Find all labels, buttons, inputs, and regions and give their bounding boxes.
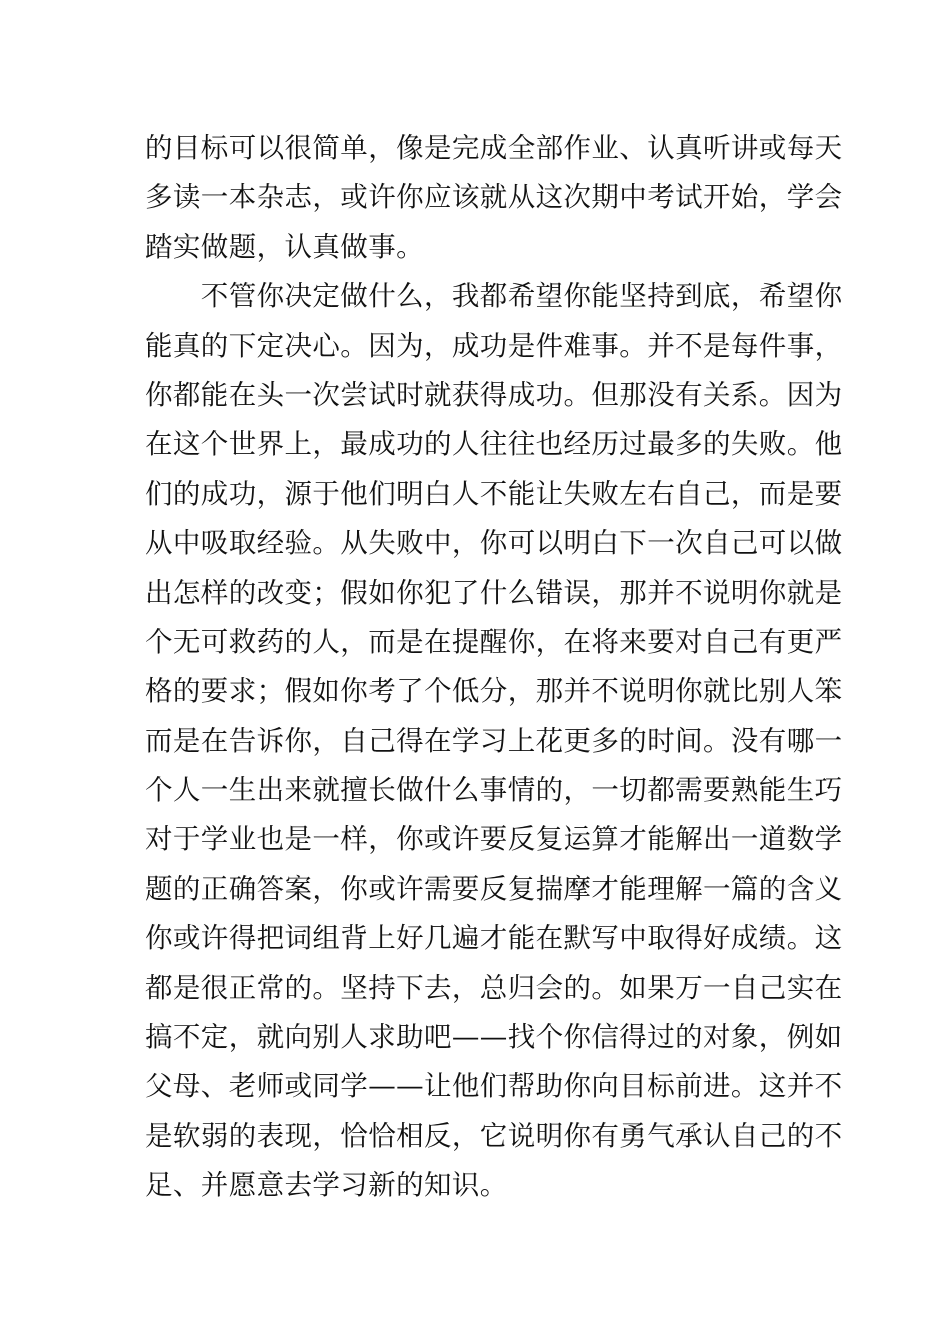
- text-line: 个人一生出来就擅长做什么事情的，一切都需要熟能生巧: [145, 774, 843, 807]
- text-line: 都是很正常的。坚持下去，总归会的。如果万一自己实在: [145, 971, 843, 1004]
- text-line: 父母、老师或同学——让他们帮助你向目标前进。这并不: [145, 1070, 843, 1103]
- text-line: 是软弱的表现，恰恰相反，它说明你有勇气承认自己的不: [145, 1119, 843, 1152]
- text-line: 你都能在头一次尝试时就获得成功。但那没有关系。因为: [145, 378, 843, 411]
- text-line: 的目标可以很简单，像是完成全部作业、认真听讲或每天: [145, 132, 843, 164]
- text-line: 从中吸取经验。从失败中，你可以明白下一次自己可以做: [145, 527, 843, 560]
- text-line: 对于学业也是一样，你或许要反复运算才能解出一道数学: [145, 823, 843, 856]
- text-line: 们的成功，源于他们明白人不能让失败左右自己，而是要: [145, 477, 843, 510]
- text-line: 多读一本杂志，或许你应该就从这次期中考试开始，学会: [145, 181, 843, 214]
- text-line: 个无可救药的人，而是在提醒你，在将来要对自己有更严: [145, 625, 843, 658]
- text-line: 不管你决定做什么，我都希望你能坚持到底，希望你: [145, 280, 843, 313]
- text-line: 你或许得把词组背上好几遍才能在默写中取得好成绩。这: [145, 922, 843, 955]
- text-line: 踏实做题，认真做事。: [145, 230, 424, 263]
- body-text: [145, 124, 843, 1211]
- text-line: 搞不定，就向别人求助吧——找个你信得过的对象，例如: [145, 1021, 843, 1054]
- text-line: 足、并愿意去学习新的知识。: [145, 1169, 508, 1202]
- text-line: 能真的下定决心。因为，成功是件难事。并不是每件事，: [145, 329, 843, 362]
- text-line: 格的要求；假如你考了个低分，那并不说明你就比别人笨: [145, 675, 843, 708]
- text-line: 在这个世界上，最成功的人往往也经历过最多的失败。他: [145, 428, 843, 461]
- text-line: 而是在告诉你，自己得在学习上花更多的时间。没有哪一: [145, 724, 843, 757]
- text-line: 题的正确答案，你或许需要反复揣摩才能理解一篇的含义: [145, 872, 843, 905]
- text-line: 出怎样的改变；假如你犯了什么错误，那并不说明你就是: [145, 576, 843, 609]
